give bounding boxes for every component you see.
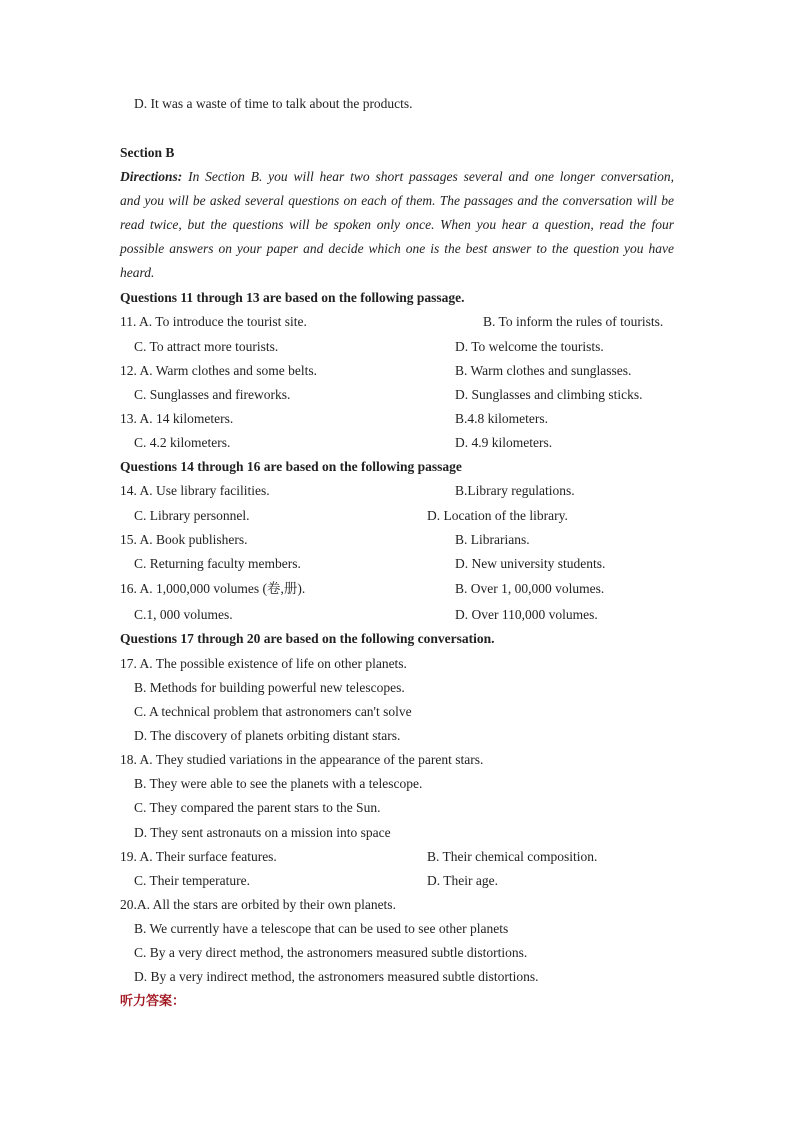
q20-option-d: D. By a very indirect method, the astronomers measured subtle distortions. (134, 969, 539, 984)
q18-option-a: 18. A. They studied variations in the appearance of the parent stars. (120, 752, 484, 767)
q16-option-c: C.1, 000 volumes. (134, 607, 233, 622)
q14-option-a: 14. A. Use library facilities. (120, 483, 270, 498)
q19-option-a: 19. A. Their surface features. (120, 849, 277, 864)
q17-option-b: B. Methods for building powerful new telescopes. (134, 680, 405, 695)
q18-option-b: B. They were able to see the planets with a telescope. (134, 776, 423, 791)
q15-option-a: 15. A. Book publishers. (120, 532, 248, 547)
directions-line-1 (120, 165, 674, 189)
q11-option-c: C. To attract more tourists. (134, 339, 279, 354)
q20-option-c: C. By a very direct method, the astronomers measured subtle distortions. (134, 945, 528, 960)
q16-option-a: 16. A. 1,000,000 volumes (卷,册). (120, 581, 306, 596)
q11-option-b: B. To inform the rules of tourists. (483, 314, 664, 329)
q17-option-c: C. A technical problem that astronomers can't solve (134, 704, 412, 719)
q11-option-a: 11. A. To introduce the tourist site. (120, 314, 307, 329)
q13-option-c: C. 4.2 kilometers. (134, 435, 231, 450)
q16-option-b: B. Over 1, 00,000 volumes. (455, 581, 605, 596)
q14-option-c: C. Library personnel. (134, 508, 250, 523)
q18-option-d: D. They sent astronauts on a mission into space (134, 825, 391, 840)
q15-option-d: D. New university students. (455, 556, 606, 571)
q15-option-c: C. Returning faculty members. (134, 556, 301, 571)
q14-option-b: B.Library regulations. (455, 483, 575, 498)
question-group-heading: Questions 17 through 20 are based on the following conversation. (120, 631, 495, 646)
directions-line-5: heard. (120, 265, 155, 280)
q12-option-b: B. Warm clothes and sunglasses. (455, 363, 632, 378)
q19-option-c: C. Their temperature. (134, 873, 250, 888)
q12-option-a: 12. A. Warm clothes and some belts. (120, 363, 318, 378)
q20-option-b: B. We currently have a telescope that can be used to see other planets (134, 921, 509, 936)
option-d-previous: D. It was a waste of time to talk about the products. (134, 96, 413, 111)
q16-option-d: D. Over 110,000 volumes. (455, 607, 598, 622)
question-group-heading: Questions 14 through 16 are based on the following passage (120, 459, 462, 474)
q20-option-a: 20.A. All the stars are orbited by their own planets. (120, 897, 396, 912)
q13-option-a: 13. A. 14 kilometers. (120, 411, 234, 426)
q12-option-d: D. Sunglasses and climbing sticks. (455, 387, 643, 402)
question-group-heading: Questions 11 through 13 are based on the following passage. (120, 290, 465, 305)
directions-label: Directions: (120, 169, 183, 184)
q19-option-d: D. Their age. (427, 873, 498, 888)
q14-option-d: D. Location of the library. (427, 508, 568, 523)
q17-option-d: D. The discovery of planets orbiting distant stars. (134, 728, 401, 743)
q13-option-d: D. 4.9 kilometers. (455, 435, 553, 450)
q12-option-c: C. Sunglasses and fireworks. (134, 387, 291, 402)
q11-option-d: D. To welcome the tourists. (455, 339, 604, 354)
directions-line-3: read twice, but the questions will be spoken only once. When you hear a question, read the four (120, 217, 674, 232)
q17-option-a: 17. A. The possible existence of life on other planets. (120, 656, 407, 671)
q15-option-b: B. Librarians. (455, 532, 530, 547)
q18-option-c: C. They compared the parent stars to the Sun. (134, 800, 381, 815)
directions-line-4: possible answers on your paper and decide which one is the best answer to the question you have (120, 241, 674, 256)
q13-option-b: B.4.8 kilometers. (455, 411, 548, 426)
directions-line-2: and you will be asked several questions on each of them. The passages and the conversation will be (120, 193, 674, 208)
answer-heading: 听力答案： (120, 994, 186, 1009)
q19-option-b: B. Their chemical composition. (427, 849, 598, 864)
section-title: Section B (120, 145, 175, 160)
directions-text-1: In Section B. you will hear two short passages several and one longer conversation, (182, 169, 674, 184)
